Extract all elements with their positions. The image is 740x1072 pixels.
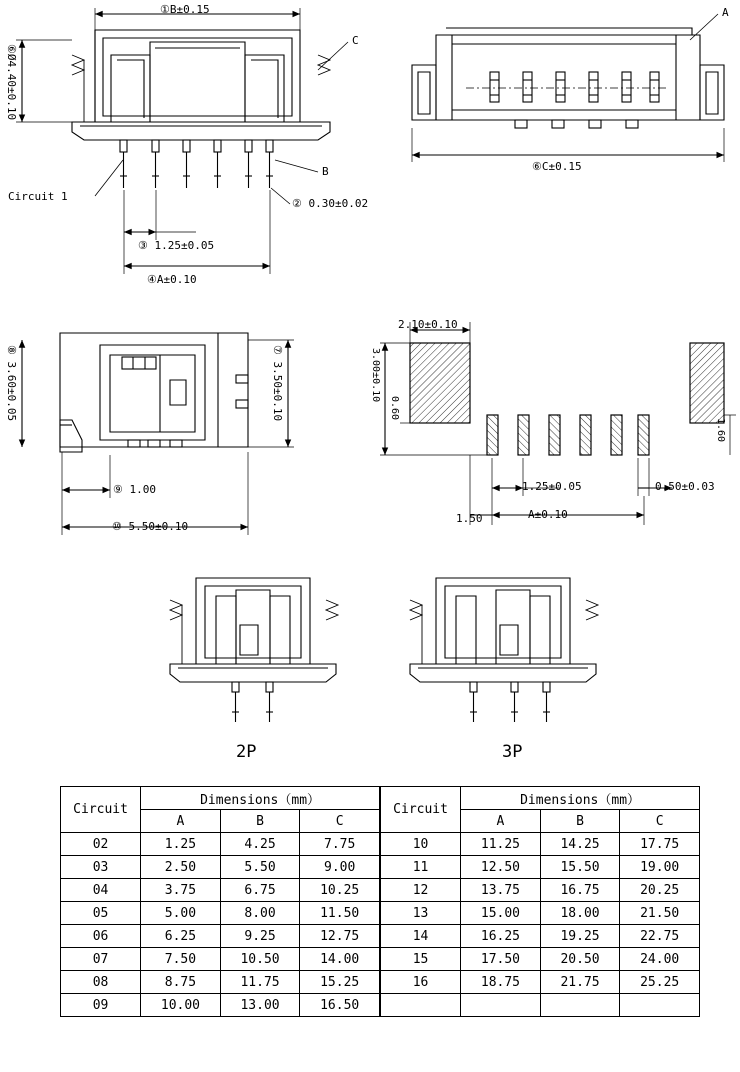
cell-b: 10.50 bbox=[220, 948, 300, 971]
table-row bbox=[381, 925, 700, 948]
cell-circuit: 02 bbox=[61, 833, 141, 856]
dim-label-fp-pin: 0.50±0.03 bbox=[655, 480, 715, 493]
th-circuit-left: Circuit bbox=[61, 787, 141, 833]
dim-label-pin-width: ② 0.30±0.02 bbox=[292, 197, 369, 210]
cell-circuit: 09 bbox=[61, 994, 141, 1017]
cell-circuit: 13 bbox=[381, 902, 461, 925]
dim-label-pad-width: 2.10±0.10 bbox=[398, 318, 458, 331]
cell-circuit: 07 bbox=[61, 948, 141, 971]
th-circuit-right: Circuit bbox=[381, 787, 461, 833]
cell-a: 10.00 bbox=[141, 994, 221, 1017]
cell-b: 8.00 bbox=[220, 902, 300, 925]
dim-label-v-left: 3.00±0.10 bbox=[370, 348, 381, 403]
dimension-table-right bbox=[380, 786, 700, 1017]
cell-a: 7.50 bbox=[141, 948, 221, 971]
th-dimensions-left: Dimensions（mm） bbox=[141, 787, 380, 810]
table-row bbox=[61, 948, 380, 971]
th-b-left: B bbox=[220, 810, 300, 833]
dim-label-h2: ⑦ 3.50±0.10 bbox=[271, 345, 284, 422]
cell-c: 25.25 bbox=[620, 971, 700, 994]
table-row bbox=[381, 856, 700, 879]
cell-b: 5.50 bbox=[220, 856, 300, 879]
table-row bbox=[381, 971, 700, 994]
dim-label-fp-pitch: 1.25±0.05 bbox=[522, 480, 582, 493]
cell-b: 14.25 bbox=[540, 833, 620, 856]
cell-a: 16.25 bbox=[461, 925, 541, 948]
callout-A: A bbox=[722, 6, 729, 19]
cell-c: 22.75 bbox=[620, 925, 700, 948]
table-row bbox=[61, 994, 380, 1017]
cell-c: 11.50 bbox=[300, 902, 380, 925]
cell-c: 9.00 bbox=[300, 856, 380, 879]
cell-b: 21.75 bbox=[540, 971, 620, 994]
cell-a: 5.00 bbox=[141, 902, 221, 925]
cell-circuit: 03 bbox=[61, 856, 141, 879]
th-a-right: A bbox=[461, 810, 541, 833]
table-row bbox=[61, 902, 380, 925]
dim-label-d1: ⑨ 1.00 bbox=[113, 483, 156, 496]
cell-c: 21.50 bbox=[620, 902, 700, 925]
cell-c: 20.25 bbox=[620, 879, 700, 902]
dim-label-v-right: 1.60 bbox=[715, 418, 726, 443]
cell-a: 3.75 bbox=[141, 879, 221, 902]
cell-b: 20.50 bbox=[540, 948, 620, 971]
dim-label-fp-A: A±0.10 bbox=[528, 508, 568, 521]
dim-label-d2: ⑩ 5.50±0.10 bbox=[112, 520, 189, 533]
cell-a: 1.25 bbox=[141, 833, 221, 856]
label-2p: 2P bbox=[236, 742, 257, 762]
cell-b: 15.50 bbox=[540, 856, 620, 879]
table-row bbox=[381, 948, 700, 971]
cell-b: 19.25 bbox=[540, 925, 620, 948]
cell-b: 9.25 bbox=[220, 925, 300, 948]
dim-label-pitch: ③ 1.25±0.05 bbox=[138, 239, 215, 252]
cell-a: 8.75 bbox=[141, 971, 221, 994]
cell-circuit: 15 bbox=[381, 948, 461, 971]
th-c-left: C bbox=[300, 810, 380, 833]
cell-circuit: 08 bbox=[61, 971, 141, 994]
label-3p: 3P bbox=[502, 742, 523, 762]
cell-b: 18.00 bbox=[540, 902, 620, 925]
cell-circuit: 11 bbox=[381, 856, 461, 879]
cell-c: 7.75 bbox=[300, 833, 380, 856]
th-a-left: A bbox=[141, 810, 221, 833]
cell-c: 15.25 bbox=[300, 971, 380, 994]
dimension-table-left bbox=[60, 786, 380, 1017]
table-row bbox=[61, 879, 380, 902]
th-c-right: C bbox=[620, 810, 700, 833]
th-dimensions-right: Dimensions（mm） bbox=[461, 787, 700, 810]
dim-label-B: ①B±0.15 bbox=[160, 3, 210, 16]
cell-c: 12.75 bbox=[300, 925, 380, 948]
cell-circuit: 12 bbox=[381, 879, 461, 902]
table-row bbox=[61, 856, 380, 879]
cell-a: 2.50 bbox=[141, 856, 221, 879]
dim-label-h1: ⑧ 3.60±0.05 bbox=[5, 345, 18, 422]
callout-B: B bbox=[322, 165, 329, 178]
cell-a: 11.25 bbox=[461, 833, 541, 856]
dim-label-A: ④A±0.10 bbox=[147, 273, 197, 286]
label-circuit-1: Circuit 1 bbox=[8, 190, 68, 203]
dim-label-offset: 1.50 bbox=[456, 512, 483, 525]
cell-circuit: 04 bbox=[61, 879, 141, 902]
dim-label-v-left2: 0.60 bbox=[389, 396, 400, 421]
cell-c: 10.25 bbox=[300, 879, 380, 902]
cell-b: 11.75 bbox=[220, 971, 300, 994]
cell-a: 13.75 bbox=[461, 879, 541, 902]
dimension-tables bbox=[60, 786, 700, 1017]
cell-a: 17.50 bbox=[461, 948, 541, 971]
cell-a: 6.25 bbox=[141, 925, 221, 948]
cell-a: 15.00 bbox=[461, 902, 541, 925]
table-row bbox=[381, 902, 700, 925]
table-row bbox=[381, 879, 700, 902]
table-row bbox=[61, 833, 380, 856]
table-row bbox=[381, 833, 700, 856]
callout-C: C bbox=[352, 34, 359, 47]
cell-c: 19.00 bbox=[620, 856, 700, 879]
table-row bbox=[61, 971, 380, 994]
cell-a: 18.75 bbox=[461, 971, 541, 994]
cell-circuit: 16 bbox=[381, 971, 461, 994]
cell-c: 17.75 bbox=[620, 833, 700, 856]
cell-circuit: 14 bbox=[381, 925, 461, 948]
cell-circuit: 06 bbox=[61, 925, 141, 948]
cell-c: 14.00 bbox=[300, 948, 380, 971]
cell-b: 6.75 bbox=[220, 879, 300, 902]
cell-b: 4.25 bbox=[220, 833, 300, 856]
th-b-right: B bbox=[540, 810, 620, 833]
cell-b: 13.00 bbox=[220, 994, 300, 1017]
cell-circuit: 10 bbox=[381, 833, 461, 856]
cell-a: 12.50 bbox=[461, 856, 541, 879]
cell-b: 16.75 bbox=[540, 879, 620, 902]
cell-c: 16.50 bbox=[300, 994, 380, 1017]
cell-c: 24.00 bbox=[620, 948, 700, 971]
table-row bbox=[61, 925, 380, 948]
cell-circuit: 05 bbox=[61, 902, 141, 925]
dim-label-C: ⑥C±0.15 bbox=[532, 160, 582, 173]
dim-label-height-left: ⑥Ø4.40±0.10 bbox=[5, 44, 18, 121]
